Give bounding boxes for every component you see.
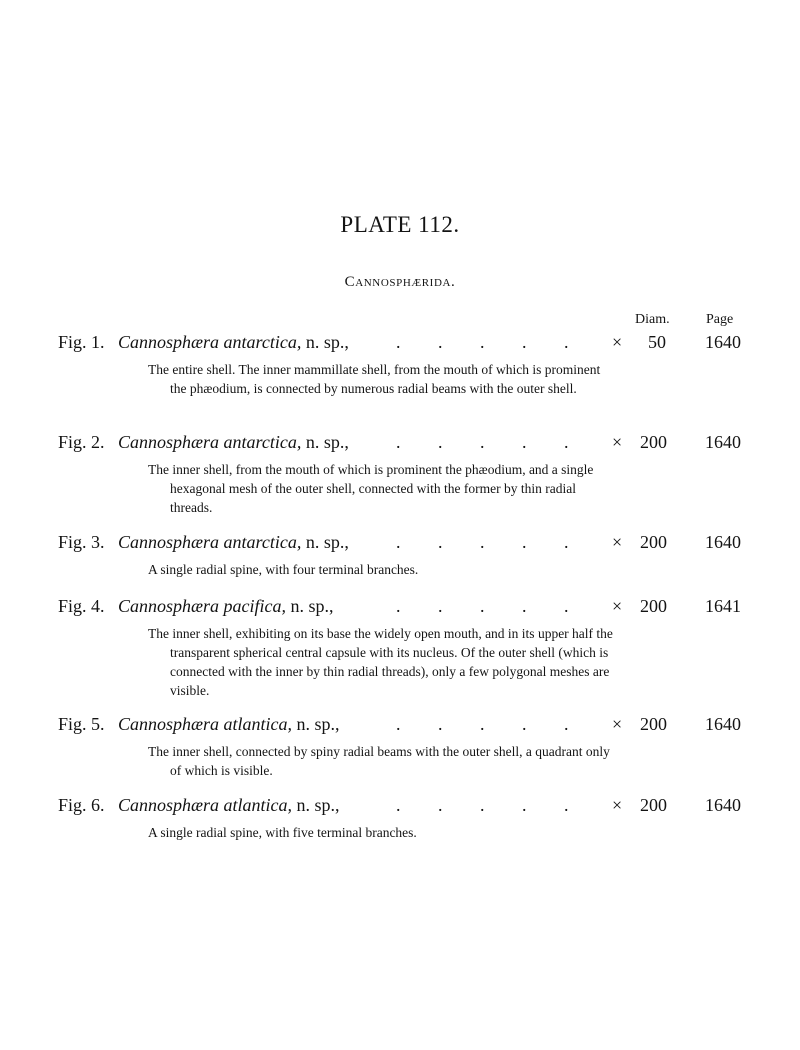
magnification-sign: × [612, 795, 623, 815]
species-name: Cannosphæra antarctica, n. sp., [118, 432, 349, 452]
figure-entry-2 [0, 432, 800, 517]
figure-description: The entire shell. The inner mammillate shell, from the mouth of which is prominent the phæodium, is connected by numerous radial beams with the outer shell. [148, 362, 601, 396]
figure-description: The inner shell, connected by spiny radial beams with the outer shell, a quadrant only of which is visible. [148, 744, 610, 778]
diam-column-header: Diam. [635, 312, 670, 327]
figure-description: A single radial spine, with five terminal branches. [148, 825, 417, 840]
species-name: Cannosphæra pacifica, n. sp., [118, 596, 334, 616]
leader-dots: . . . . . [396, 795, 569, 815]
magnification-value: 200 [640, 596, 667, 616]
figure-number: Fig. 1. [58, 332, 105, 352]
figure-entry-3 [0, 532, 800, 579]
figure-description: The inner shell, exhibiting on its base the widely open mouth, and in its upper half the transparent spherical central capsule with its nucleus. Of the outer shell (which is connected with the inner by thin radial threads), only a few polygonal meshes are visible. [148, 626, 613, 698]
leader-dots: . . . . . [396, 596, 569, 616]
figure-entry-6 [0, 795, 800, 842]
leader-dots: . . . . . [396, 332, 569, 352]
figure-number: Fig. 5. [58, 714, 105, 734]
magnification-value: 200 [640, 532, 667, 552]
figure-entry-1 [0, 332, 800, 398]
page-ref: 1640 [705, 332, 741, 352]
family-heading: Cannosphærida. [344, 274, 456, 290]
figure-entry-4 [0, 596, 800, 700]
figure-number: Fig. 6. [58, 795, 105, 815]
magnification-value: 200 [640, 714, 667, 734]
species-name: Cannosphæra antarctica, n. sp., [118, 332, 349, 352]
magnification-value: 50 [648, 332, 666, 352]
page-ref: 1640 [705, 432, 741, 452]
magnification-value: 200 [640, 795, 667, 815]
figure-description: The inner shell, from the mouth of which is prominent the phæodium, and a single hexagonal mesh of the outer shell, connected with the former by thin radial threads. [148, 462, 594, 515]
magnification-sign: × [612, 332, 623, 352]
leader-dots: . . . . . [396, 532, 569, 552]
plate-title: PLATE 112. [340, 212, 460, 237]
figure-number: Fig. 4. [58, 596, 105, 616]
magnification-sign: × [612, 532, 623, 552]
page-ref: 1641 [705, 596, 741, 616]
magnification-value: 200 [640, 432, 667, 452]
magnification-sign: × [612, 714, 623, 734]
figure-number: Fig. 2. [58, 432, 105, 452]
page-ref: 1640 [705, 532, 741, 552]
magnification-sign: × [612, 596, 623, 616]
leader-dots: . . . . . [396, 432, 569, 452]
page-ref: 1640 [705, 714, 741, 734]
page-column-header: Page [706, 312, 734, 327]
species-name: Cannosphæra atlantica, n. sp., [118, 714, 340, 734]
leader-dots: . . . . . [396, 714, 569, 734]
figure-entry-5 [0, 714, 800, 780]
magnification-sign: × [612, 432, 623, 452]
figure-number: Fig. 3. [58, 532, 105, 552]
figure-description: A single radial spine, with four terminal branches. [148, 562, 419, 577]
species-name: Cannosphæra antarctica, n. sp., [118, 532, 349, 552]
page-ref: 1640 [705, 795, 741, 815]
species-name: Cannosphæra atlantica, n. sp., [118, 795, 340, 815]
